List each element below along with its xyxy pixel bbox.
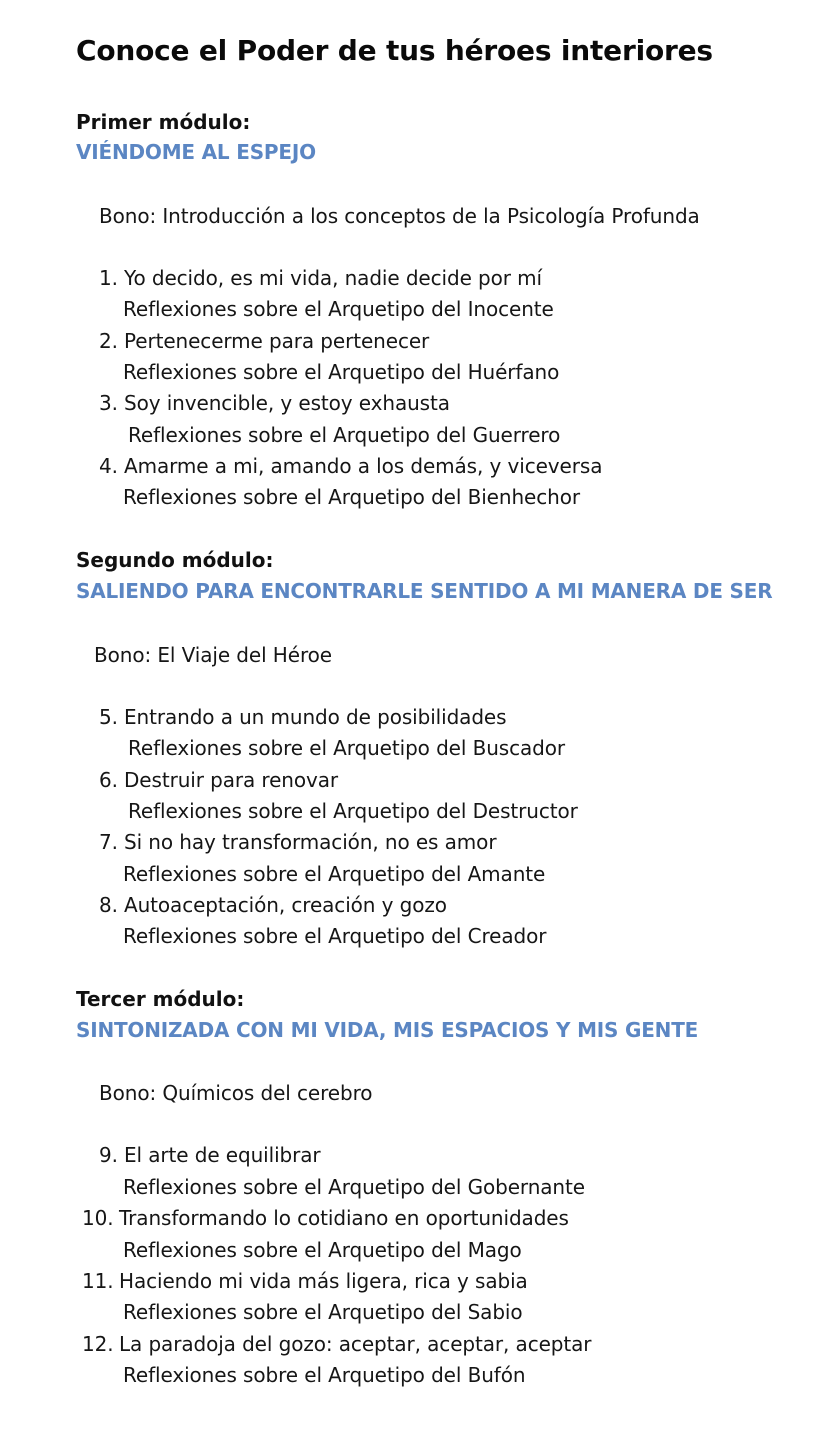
lesson-4-subtitle: Reflexiones sobre el Arquetipo del Bienhechor [123, 485, 580, 509]
lesson-2-subtitle: Reflexiones sobre el Arquetipo del Huérfano [123, 360, 560, 384]
lesson-1-subtitle: Reflexiones sobre el Arquetipo del Inocente [123, 297, 554, 321]
lesson-9-number: 9. [99, 1143, 118, 1167]
lesson-9-title: El arte de equilibrar [124, 1143, 321, 1167]
lesson-3-title: Soy invencible, y estoy exhausta [124, 391, 450, 415]
lesson-11-number: 11. [82, 1269, 114, 1293]
lesson-5-title: Entrando a un mundo de posibilidades [124, 705, 507, 729]
lesson-8-title: Autoaceptación, creación y gozo [124, 893, 447, 917]
module-3-label: Tercer módulo: [76, 987, 245, 1011]
module-1-bonus: Bono: Introducción a los conceptos de la Psicología Profunda [99, 204, 700, 228]
lesson-5-number: 5. [99, 705, 118, 729]
lesson-6-title: Destruir para renovar [124, 768, 339, 792]
lesson-11-title: Haciendo mi vida más ligera, rica y sabia [119, 1269, 528, 1293]
lesson-5-subtitle: Reflexiones sobre el Arquetipo del Buscador [128, 736, 566, 760]
page-title: Conoce el Poder de tus héroes interiores [76, 34, 713, 67]
lesson-7-title: Si no hay transformación, no es amor [124, 830, 497, 854]
module-2-label: Segundo módulo: [76, 548, 274, 572]
lesson-7-number: 7. [99, 830, 118, 854]
lesson-9-subtitle: Reflexiones sobre el Arquetipo del Gobernante [123, 1175, 585, 1199]
lesson-11-subtitle: Reflexiones sobre el Arquetipo del Sabio [123, 1300, 523, 1324]
lesson-1-number: 1. [99, 266, 118, 290]
module-3-bonus: Bono: Químicos del cerebro [99, 1081, 373, 1105]
lesson-10-subtitle: Reflexiones sobre el Arquetipo del Mago [123, 1238, 522, 1262]
module-1-title: VIÉNDOME AL ESPEJO [76, 140, 316, 164]
lesson-12-title: La paradoja del gozo: aceptar, aceptar, aceptar [119, 1332, 592, 1356]
lesson-6-subtitle: Reflexiones sobre el Arquetipo del Destructor [128, 799, 578, 823]
lesson-6-number: 6. [99, 768, 118, 792]
lesson-8-subtitle: Reflexiones sobre el Arquetipo del Creador [123, 924, 547, 948]
lesson-4-number: 4. [99, 454, 118, 478]
lesson-4-title: Amarme a mi, amando a los demás, y viceversa [124, 454, 603, 478]
lesson-2-number: 2. [99, 329, 118, 353]
lesson-12-number: 12. [82, 1332, 114, 1356]
lesson-12-subtitle: Reflexiones sobre el Arquetipo del Bufón [123, 1363, 526, 1387]
module-1-label: Primer módulo: [76, 110, 251, 134]
lesson-10-title: Transformando lo cotidiano en oportunidades [119, 1206, 569, 1230]
lesson-1-title: Yo decido, es mi vida, nadie decide por mí [124, 266, 542, 290]
lesson-7-subtitle: Reflexiones sobre el Arquetipo del Amante [123, 862, 546, 886]
lesson-8-number: 8. [99, 893, 118, 917]
lesson-3-number: 3. [99, 391, 118, 415]
lesson-10-number: 10. [82, 1206, 114, 1230]
module-2-bonus: Bono: El Viaje del Héroe [94, 643, 332, 667]
module-3-title: SINTONIZADA CON MI VIDA, MIS ESPACIOS Y MIS GENTE [76, 1018, 699, 1042]
lesson-2-title: Pertenecerme para pertenecer [124, 329, 430, 353]
lesson-3-subtitle: Reflexiones sobre el Arquetipo del Guerrero [128, 423, 561, 447]
module-2-title: SALIENDO PARA ENCONTRARLE SENTIDO A MI MANERA DE SER [76, 579, 773, 603]
